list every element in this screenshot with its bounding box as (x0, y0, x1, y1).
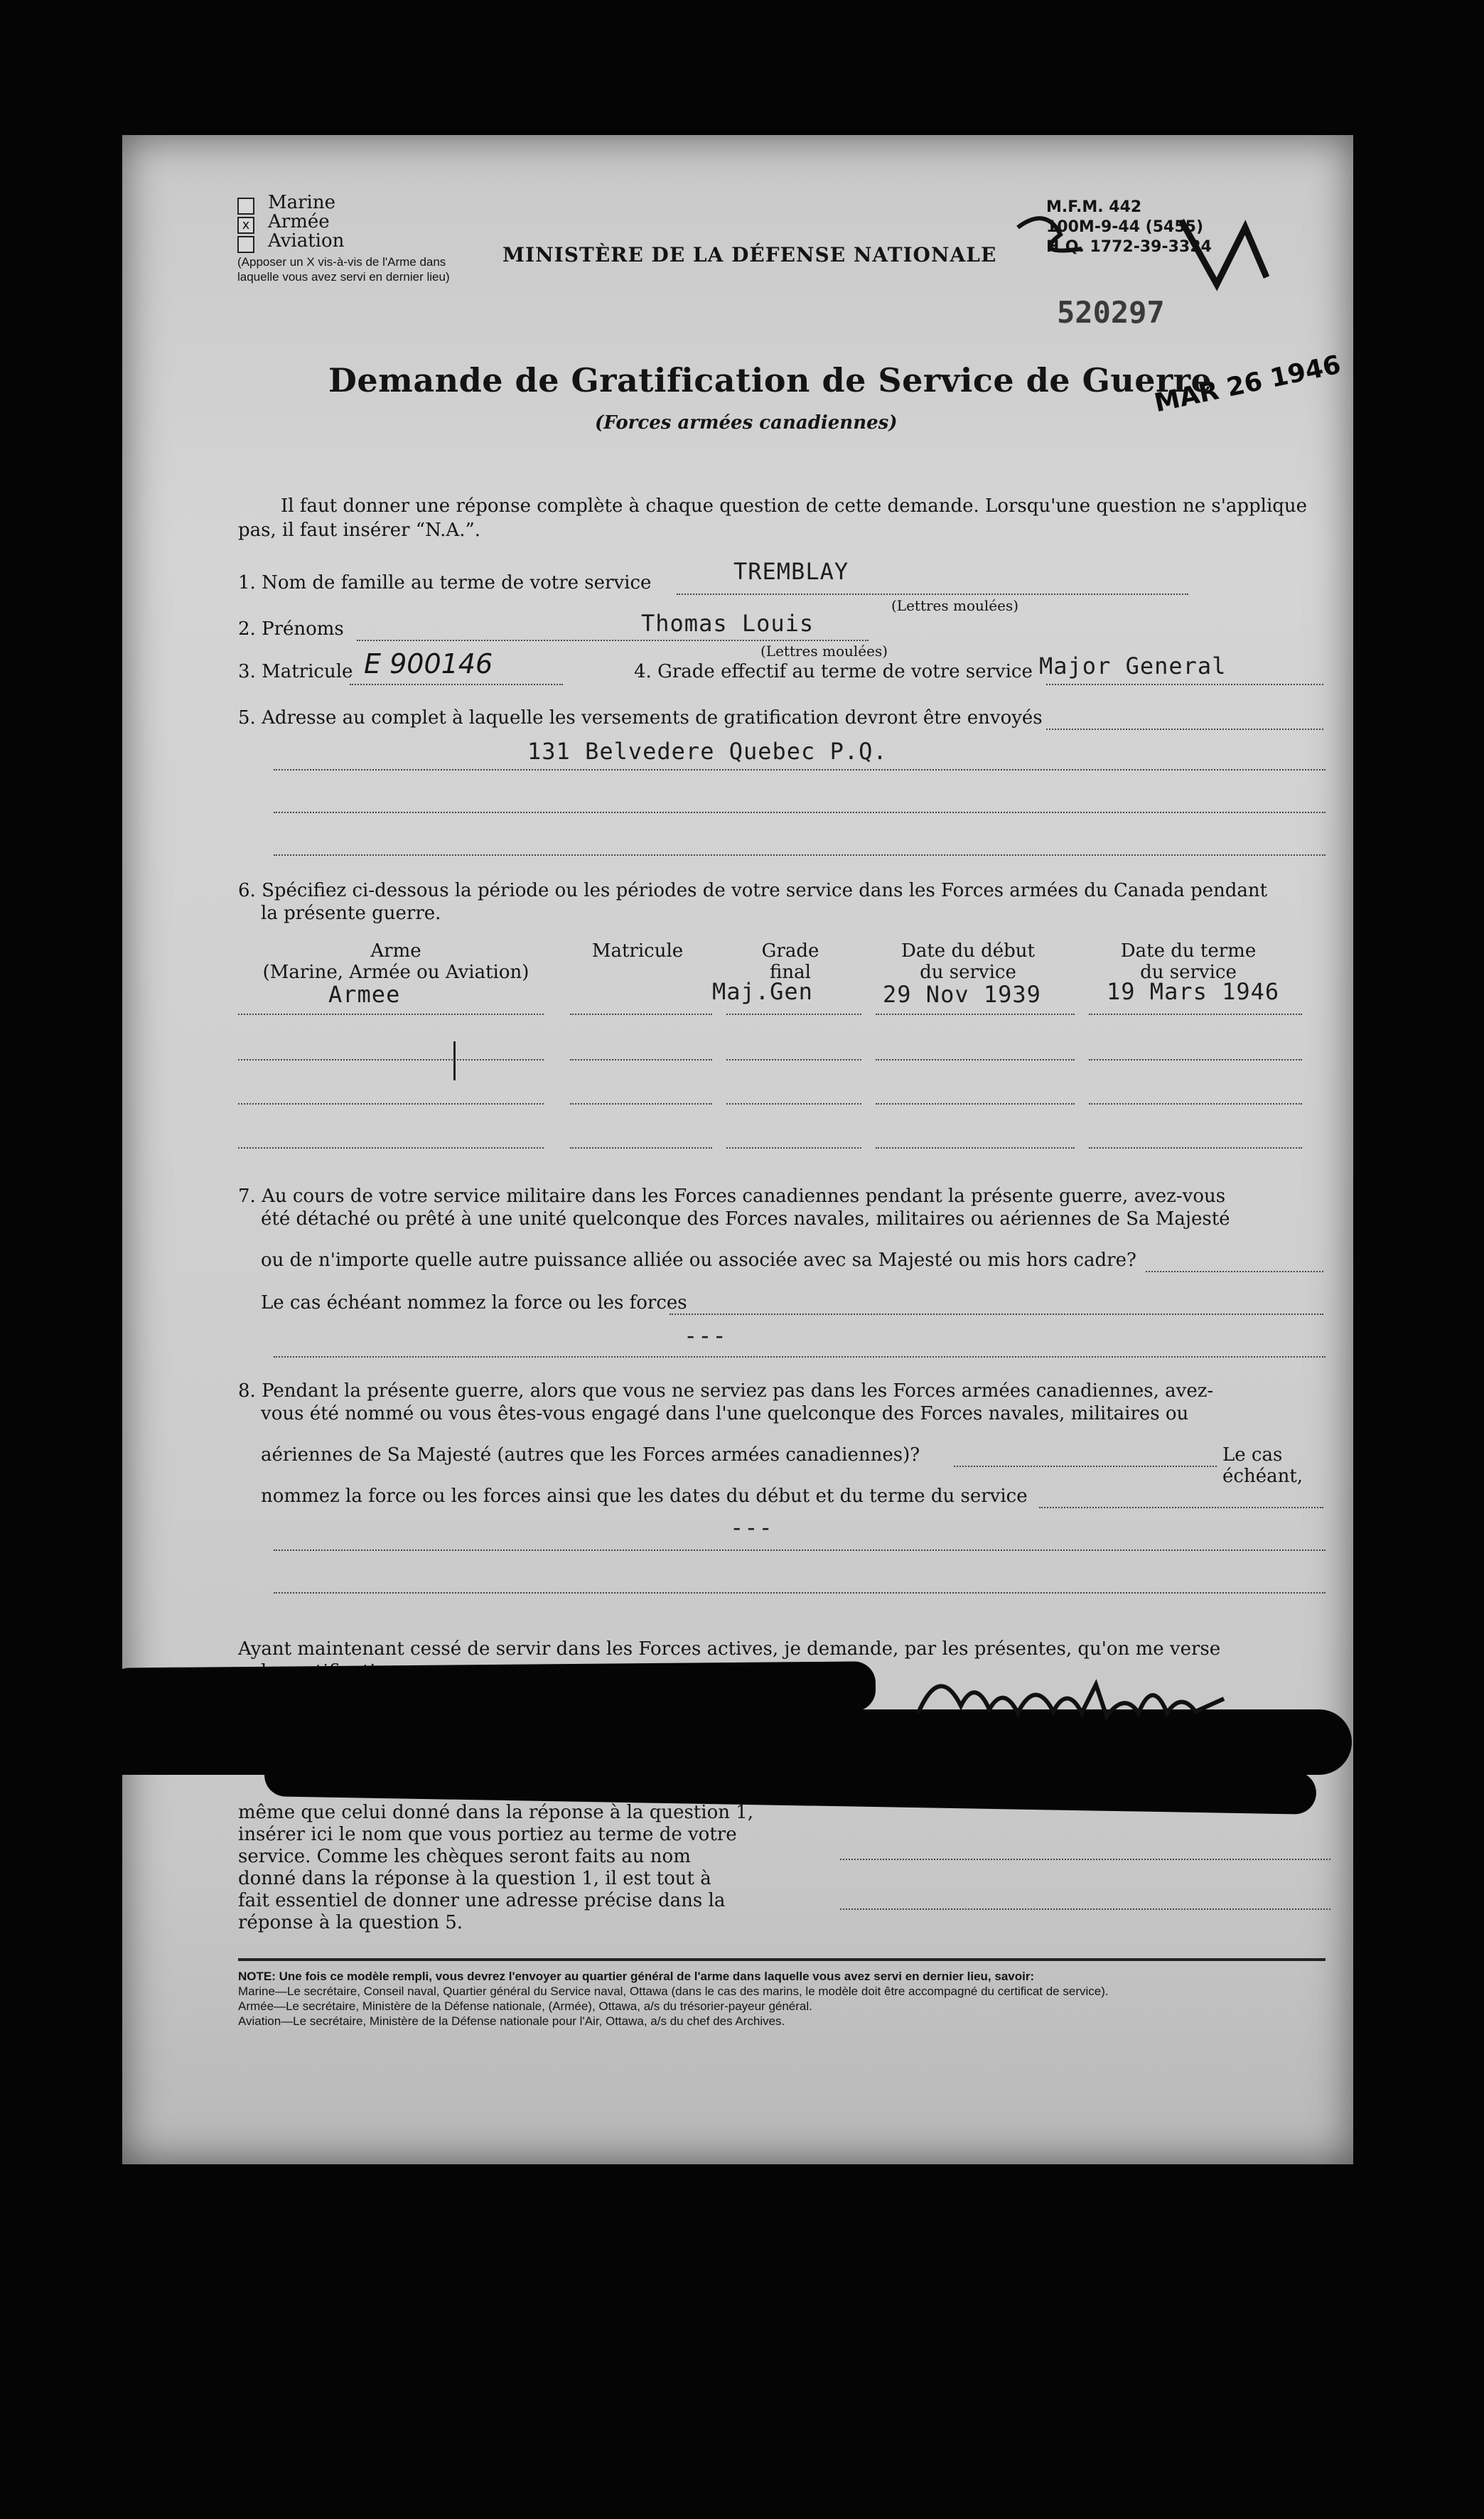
q4-label: 4. Grade effectif au terme de votre service (634, 661, 1033, 682)
q8-line-2: vous été nommé ou vous êtes-vous engagé dans l'une quelconque des Forces navales, militaires ou (261, 1403, 1189, 1424)
intro-text: Il faut donner une réponse complète à chaque question de cette demande. Lorsqu'une question ne s'applique pas, il faut insérer “N.A.”. (238, 495, 1308, 541)
checkbox-marine[interactable] (237, 198, 254, 215)
form-ref-1: M.F.M. 442 (1046, 198, 1142, 216)
q8-force-line-2 (274, 1549, 1326, 1551)
q6-line (1089, 1147, 1302, 1149)
form-title: Demande de Gratification de Service de Guerre (328, 361, 1213, 399)
q8-line-3: aériennes de Sa Majesté (autres que les Forces armées canadiennes)? (261, 1444, 920, 1466)
q2-label: 2. Prénoms (238, 618, 344, 640)
q8-answer-line (954, 1466, 1217, 1467)
q6-line (876, 1059, 1075, 1060)
q8-line-4: nommez la force ou les forces ainsi que les dates du début et du terme du service (261, 1486, 1028, 1507)
q7-line-2: été détaché ou prêté à une unité quelconque des Forces navales, militaires ou aériennes de Sa Majesté (261, 1208, 1230, 1230)
q6-header-terme-1: Date du terme (1120, 940, 1257, 962)
q2-note: (Lettres moulées) (760, 643, 888, 660)
q5-line-2 (274, 769, 1326, 770)
q6-line (876, 1147, 1075, 1149)
q6-line (238, 1103, 544, 1105)
q6-header-arme-2: (Marine, Armée ou Aviation) (262, 962, 529, 983)
q6-line (570, 1103, 712, 1105)
q1-value[interactable]: TREMBLAY (733, 558, 849, 585)
q1-line (677, 594, 1188, 595)
q6-header-matricule (563, 940, 712, 962)
q5-label: 5. Adresse au complet à laquelle les versements de gratification devront être envoyés (238, 707, 1043, 729)
checkbox-marine-label: Marine (268, 192, 335, 213)
q7-answer-line (1146, 1271, 1323, 1272)
q6-line (570, 1147, 712, 1149)
q8-answer[interactable]: --- (730, 1514, 773, 1541)
q1-label: 1. Nom de famille au terme de votre service (238, 572, 652, 594)
q3-line (350, 684, 563, 685)
q4-value[interactable]: Major General (1039, 652, 1227, 680)
q5-line-1 (1046, 729, 1323, 730)
lower-note-line: fait essentiel de donner une adresse précise dans la (238, 1890, 726, 1911)
q6-header-terme (1089, 940, 1288, 983)
q6-header-arme (240, 940, 552, 983)
q6-header-debut-1: Date du début (901, 940, 1035, 962)
q6-row-grade[interactable]: Maj.Gen (712, 978, 813, 1005)
q6-line (876, 1103, 1075, 1105)
q6-header-matricule-2: Matricule (591, 940, 684, 962)
date-stamp: MAR 26 1946 (1151, 350, 1344, 419)
q6-header-grade-2: final (770, 962, 811, 983)
footer-note: NOTE: Une fois ce modèle rempli, vous devrez l'envoyer au quartier général de l'arme dans laquelle vous avez servi en dernier lieu, savoir: (238, 1970, 1035, 1983)
q2-line (357, 640, 869, 641)
q8-force-line (1039, 1507, 1323, 1508)
form-subtitle: (Forces armées canadiennes) (595, 412, 898, 434)
q8-line-1: 8. Pendant la présente guerre, alors que vous ne serviez pas dans les Forces armées canadiennes, avez- (238, 1380, 1214, 1402)
q3-value[interactable]: E 900146 (364, 648, 493, 680)
footer-divider (238, 1958, 1326, 1961)
q6-line (238, 1014, 544, 1015)
q6-line (238, 1059, 544, 1060)
q7-line-1: 7. Au cours de votre service militaire dans les Forces canadiennes pendant la présente guerre, avez-vous (238, 1186, 1226, 1207)
q6-line (726, 1014, 861, 1015)
q6-line (1089, 1059, 1302, 1060)
form-page (122, 135, 1353, 2164)
q6-header-debut (876, 940, 1060, 983)
q8-line-3b: Le cas échéant, (1222, 1444, 1303, 1487)
q7-line-4: Le cas échéant nommez la force ou les forces (261, 1292, 687, 1314)
q5-line-4 (274, 854, 1326, 856)
footer-marine: Marine—Le secrétaire, Conseil naval, Quartier général du Service naval, Ottawa (dans le cas des marins, le modèle doit être accompagné du certificat de service). (238, 1984, 1109, 1998)
q6-label: 6. Spécifiez ci-dessous la période ou les périodes de votre service dans les Forces armées du Canada pendant (238, 880, 1268, 901)
file-number: 520297 (1057, 295, 1165, 330)
name-line (840, 1859, 1330, 1860)
q6-line (726, 1147, 861, 1149)
footer-notes (238, 1969, 1326, 2029)
checkbox-aviation[interactable] (237, 236, 254, 253)
q7-line-3: ou de n'importe quelle autre puissance alliée ou associée avec sa Majesté ou mis hors cadre? (261, 1250, 1136, 1271)
q2-value[interactable]: Thomas Louis (641, 610, 814, 637)
q7-force-line-2 (274, 1356, 1326, 1358)
lower-note-line: donné dans la réponse à la question 1, il est tout à (238, 1868, 711, 1889)
q6-row-debut[interactable]: 29 Nov 1939 (883, 981, 1041, 1008)
q6-line (1089, 1014, 1302, 1015)
q6-header-debut-2: du service (920, 962, 1016, 983)
lower-note (238, 1802, 792, 1934)
signature (911, 1656, 1252, 1734)
q6-line (570, 1014, 712, 1015)
q6-header-terme-2: du service (1140, 962, 1237, 983)
q6-line (876, 1014, 1075, 1015)
q6-line (1089, 1103, 1302, 1105)
q6-header-grade-1: Grade (761, 940, 819, 962)
q6-header-arme-1: Arme (370, 940, 421, 962)
q6-row-arme[interactable]: Armee (328, 981, 401, 1008)
lower-note-line: même que celui donné dans la réponse à la question 1, (238, 1802, 754, 1823)
q6-header-grade (726, 940, 854, 983)
name-line-2 (840, 1908, 1330, 1910)
q6-label-2: la présente guerre. (261, 903, 441, 924)
q6-line (570, 1059, 712, 1060)
closing-text: Ayant maintenant cessé de servir dans les Forces actives, je demande, par les présentes, qu'on me verse (238, 1638, 1221, 1660)
checkbox-armee[interactable]: x (237, 217, 254, 234)
form-ref-2: 100M-9-44 (5455) (1046, 218, 1203, 236)
footer-aviation: Aviation—Le secrétaire, Ministère de la Défense nationale pour l'Air, Ottawa, a/s du chef des Archives. (238, 2014, 785, 2028)
q7-force-line (670, 1314, 1323, 1315)
q5-value[interactable]: 131 Belvedere Quebec P.Q. (527, 738, 888, 765)
form-ref-3: H.Q. 1772-39-3324 (1046, 238, 1212, 256)
q6-row-terme[interactable]: 19 Mars 1946 (1107, 978, 1280, 1005)
q1-note: (Lettres moulées) (891, 597, 1019, 614)
q8-force-line-3 (274, 1592, 1326, 1594)
checkbox-aviation-label: Aviation (268, 230, 345, 252)
q6-line (726, 1103, 861, 1105)
lower-note-line: réponse à la question 5. (238, 1912, 463, 1933)
q3-label: 3. Matricule (238, 661, 353, 682)
pen-mark (453, 1041, 456, 1080)
q6-line (726, 1059, 861, 1060)
q5-line-3 (274, 812, 1326, 813)
lower-note-line: service. Comme les chèques seront faits au nom (238, 1846, 691, 1867)
checkbox-note: (Apposer un X vis-à-vis de l'Arme dans laquelle vous avez servi en dernier lieu) (237, 255, 450, 284)
lower-note-line: insérer ici le nom que vous portiez au terme de votre (238, 1824, 737, 1845)
q7-answer[interactable]: --- (684, 1322, 727, 1349)
q4-line (1046, 684, 1323, 685)
footer-armee: Armée—Le secrétaire, Ministère de la Défense nationale, (Armée), Ottawa, a/s du trésorier-payeur général. (238, 1999, 812, 2013)
ministry-header: MINISTÈRE DE LA DÉFENSE NATIONALE (502, 243, 997, 267)
q6-line (238, 1147, 544, 1149)
handwritten-mark (1004, 192, 1288, 306)
checkbox-armee-label: Armée (268, 211, 330, 232)
